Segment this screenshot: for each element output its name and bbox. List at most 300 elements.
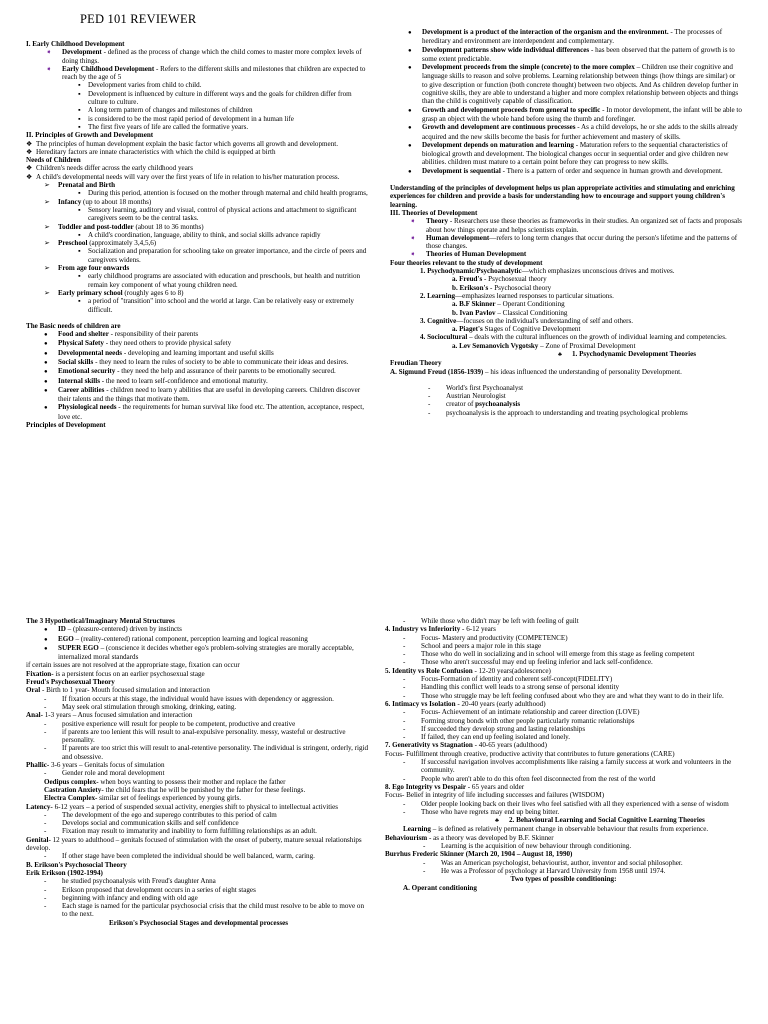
line-text: Development is sequential - There is a pattern of order and sequence in human growth and development.: [422, 166, 723, 175]
line-text: creator of psychoanalysis: [446, 400, 521, 409]
text-line: [26, 206, 371, 223]
dot-bullet-icon: ●: [44, 369, 48, 376]
chevron-bullet-icon: ➢: [44, 181, 50, 190]
square-bullet-icon: ▪: [78, 189, 81, 198]
line-text: Understanding of the principles of development helps us plan appropriate activities and stimulating and enriching experiences for children and provide a basis for understanding how to encourage and support young children's learning.: [390, 184, 735, 209]
text-line: [26, 164, 371, 172]
dot-bullet-icon: ●: [44, 387, 48, 394]
text-line: [26, 289, 371, 297]
text-line: [26, 819, 371, 827]
text-line: [385, 775, 742, 783]
line-text: 5. Identity vs Role Confusion - 12-20 years(adolescence): [385, 666, 551, 675]
text-line: [390, 325, 742, 333]
line-text: Physiological needs - the requirements for human survival like food etc. The attention, acceptance, respect, love etc.: [58, 403, 364, 421]
text-line: [385, 834, 742, 842]
dash-bullet-icon: -: [44, 902, 47, 911]
line-text: if certain issues are not resolved at the appropriate stage, fixation can occur: [26, 661, 240, 670]
text-line: [26, 703, 371, 711]
line-text: Career abilities - children need to learn y abilities that are useful in developing careers. Children discover their talents and the things that motivate them.: [58, 385, 361, 404]
diamond-bullet-icon: ❖: [26, 147, 33, 156]
square-bullet-icon: ▪: [78, 272, 81, 281]
text-line: [385, 625, 742, 633]
text-line: [390, 63, 742, 105]
line-text: b. Erikson's - Psychosocial theory: [452, 283, 552, 292]
dash-bullet-icon: -: [403, 733, 406, 742]
page1-left-column: [26, 40, 371, 429]
dash-bullet-icon: -: [423, 842, 426, 851]
line-text: If parents are too strict this will result to anal-retentive personality. The individual is stringent, orderly, rigid and obsessive.: [62, 744, 369, 761]
line-text: Theory - Researchers use these theories as frameworks in their studies. An organized set of facts and proposals about how things operate and helps scientists explain.: [426, 217, 742, 234]
line-text: Early primary school (roughly ages 6 to 8): [58, 288, 184, 297]
line-text: Infancy (up to about 18 months): [58, 197, 152, 206]
line-text: Handling this conflict well leads to a strong sense of personal identity: [421, 683, 619, 692]
page2-left-column: [26, 617, 371, 927]
line-text: he studied psychoanalysis with Freud's daughter Anna: [62, 877, 216, 886]
text-line: [390, 300, 742, 308]
text-line: [385, 867, 742, 875]
dash-bullet-icon: -: [44, 694, 47, 703]
line-text: Anal- 1-3 years – Anus focused simulation and interaction: [26, 711, 193, 720]
line-text: positive experience will result for people to be competent, productive and creative: [62, 719, 296, 728]
text-line: [385, 683, 742, 691]
text-line: [390, 275, 742, 283]
text-line: [26, 836, 371, 853]
dot-bullet-icon: ●: [408, 107, 412, 114]
line-text: Castration Anxiety- the child fears that he will be punished by the father for these feelings.: [44, 785, 306, 794]
arrow-bullet-icon: ➧: [410, 250, 416, 259]
text-line: [26, 189, 371, 197]
dot-bullet-icon: ●: [408, 30, 412, 36]
text-line: [26, 720, 371, 728]
text-line: [385, 658, 742, 666]
line-text: The development of the ego and superego contributes to this period of calm: [62, 810, 277, 819]
text-line: [26, 106, 371, 114]
dot-bullet-icon: ●: [44, 645, 48, 652]
line-text: beginning with infancy and ending with old age: [62, 893, 198, 902]
line-text: Phallic- 3-6 years – Genitals focus of simulation: [26, 761, 165, 770]
line-text: 7. Generativity vs Stagnation - 40-65 years (adulthood): [385, 741, 547, 750]
line-text: Focus- Mastery and productivity (COMPETENCE): [421, 633, 568, 642]
text-line: [390, 184, 742, 209]
line-text: Development varies from child to child.: [88, 81, 202, 90]
line-text: 2. Behavioural Learning and Social Cognitive Learning Theories: [509, 816, 705, 825]
line-text: 8. Ego Integrity vs Despair - 65 years and older: [385, 782, 525, 791]
line-text: Fixation may result to immaturity and inability to form fulfilling relationships as an adult.: [62, 827, 317, 836]
diamond-bullet-icon: ❖: [26, 164, 33, 173]
text-line: [26, 264, 371, 272]
text-line: [26, 769, 371, 777]
square-bullet-icon: ▪: [78, 205, 81, 214]
line-text: A child's developmental needs will vary over the first years of life in relation to his/her maturation process.: [36, 172, 340, 181]
text-line: [26, 181, 371, 189]
text-line: [26, 330, 371, 339]
line-text: Physical Safety - they need others to provide physical safety: [58, 339, 232, 348]
text-line: [390, 400, 742, 408]
dot-bullet-icon: ●: [44, 378, 48, 385]
text-line: [26, 635, 371, 644]
text-line: [385, 884, 742, 892]
page-separator: [0, 504, 768, 512]
text-line: [26, 377, 371, 386]
line-text: 1. Psychodynamic/Psychoanalytic—which emphasizes unconscious drives and motives.: [420, 267, 675, 276]
text-line: [26, 695, 371, 703]
line-text: Freud's Psychosexual Theory: [26, 678, 115, 687]
club-bullet-icon: ♣: [495, 818, 499, 825]
dash-bullet-icon: -: [403, 799, 406, 808]
text-line: [26, 786, 371, 794]
line-text: Those who have regrets may end up being bitter.: [421, 807, 560, 816]
text-line: [385, 717, 742, 725]
dash-bullet-icon: -: [423, 866, 426, 875]
section-heading: [26, 156, 371, 164]
dash-bullet-icon: -: [403, 675, 406, 684]
square-bullet-icon: ▪: [78, 230, 81, 239]
dash-bullet-icon: -: [403, 708, 406, 717]
section-heading: [26, 861, 371, 869]
text-line: [385, 642, 742, 650]
text-line: [390, 234, 742, 251]
line-text: Developmental needs - developing and learning important and useful skills: [58, 348, 274, 357]
text-line: [385, 875, 742, 883]
line-text: Sensory learning, auditory and visual, control of physical actions and attachment to significant caregivers seem to be the central tasks.: [88, 205, 357, 223]
text-line: [26, 827, 371, 835]
text-line: [26, 886, 371, 894]
text-line: [385, 692, 742, 700]
text-line: [26, 644, 371, 662]
text-line: [385, 725, 742, 733]
line-text: Focus-Formation of identity and coherent self-concept(FIDELITY): [421, 675, 613, 684]
dash-bullet-icon: -: [403, 650, 406, 659]
line-text: He was a Professor of psychology at Harvard University from 1958 until 1974.: [441, 866, 666, 875]
section-heading: [390, 259, 742, 267]
text-line: [385, 800, 742, 808]
section-heading: [26, 131, 371, 139]
chevron-bullet-icon: ➢: [44, 239, 50, 248]
spacer: [26, 314, 371, 322]
dot-bullet-icon: ●: [408, 142, 412, 149]
line-text: Two types of possible conditioning:: [510, 875, 617, 884]
line-text: Older people looking back on their lives who feel satisfied with all they experienced with a sense of wisdom: [421, 799, 729, 808]
spacer: [390, 176, 742, 184]
text-line: [390, 106, 742, 124]
dash-bullet-icon: -: [44, 719, 47, 728]
line-text: Food and shelter - responsibility of their parents: [58, 330, 199, 339]
line-text: If failed, they can end up feeling isolated and lonely.: [421, 733, 571, 742]
line-text: Erikson proposed that development occurs in a series of eight stages: [62, 885, 256, 894]
text-line: [26, 661, 371, 669]
section-heading: [26, 322, 371, 330]
text-line: [385, 675, 742, 683]
line-text: Theories of Human Development: [426, 250, 527, 259]
line-text: Learning is the acquisition of new behaviour through conditioning.: [441, 842, 632, 851]
line-text: EGO – (reality-centered) rational component, perception learning and logical reasoning: [58, 634, 308, 643]
line-text: Needs of Children: [26, 156, 81, 165]
text-line: [26, 386, 371, 404]
text-line: [26, 123, 371, 131]
dot-bullet-icon: ●: [408, 65, 412, 72]
line-text: 2. Learning—emphasizes learned responses to particular situations.: [420, 291, 614, 300]
arrow-bullet-icon: ➧: [410, 233, 416, 242]
text-line: [390, 250, 742, 258]
line-text: Forming strong bonds with other people particularly romantic relationships: [421, 716, 635, 725]
text-line: [390, 384, 742, 392]
section-heading: [390, 209, 742, 217]
arrow-bullet-icon: ➧: [410, 217, 416, 226]
line-text: SUPER EGO – (conscience it decides whether ego's problem-solving strategies are morally acceptable, internalized moral standards: [58, 643, 354, 662]
text-line: [26, 670, 371, 678]
line-text: a period of "transition" into school and the world at large. Can be relatively easy or extremely difficult.: [88, 297, 354, 314]
text-line: [26, 140, 371, 148]
text-line: [26, 231, 371, 239]
line-text: Preschool (approximately 3,4,5,6): [58, 239, 157, 248]
line-text: Erik Erikson (1902-1994): [26, 868, 103, 877]
dash-bullet-icon: -: [403, 807, 406, 816]
line-text: The Basic needs of children are: [26, 321, 121, 330]
line-text: Oral - Birth to 1 year- Mouth focused simulation and interaction: [26, 686, 210, 695]
line-text: Human development—refers to long term changes that occur during the person's lifetime and the patterns of those changes.: [426, 233, 738, 251]
text-line: [390, 217, 742, 234]
section-heading: [26, 421, 371, 429]
line-text: Development is influenced by culture in different ways and the goals for children differ from culture to culture.: [88, 89, 352, 107]
dot-bullet-icon: ●: [44, 405, 48, 412]
dash-bullet-icon: -: [44, 827, 47, 836]
text-line: [26, 803, 371, 811]
line-text: Development patterns show wide individual differences - has been observed that the pattern of growth is to some extent predictable.: [422, 45, 735, 63]
line-text: II. Principles of Growth and Development: [26, 131, 154, 140]
line-text: Erikson's Psychosocial Stages and developmental processes: [109, 918, 288, 927]
text-line: [26, 90, 371, 107]
line-text: psychoanalysis is the approach to understanding and treating psychological problems: [446, 408, 688, 417]
line-text: Develops social and communication skills and self confidence: [62, 819, 239, 828]
line-text: Early Childhood Development - Refers to the different skills and milestones that children are expected to reach by the age of 5: [62, 64, 366, 82]
line-text: Was an American psychologist, behaviourist, author, inventor and social philosopher.: [441, 858, 683, 867]
text-line: [390, 292, 742, 300]
dot-bullet-icon: ●: [44, 350, 48, 357]
dash-bullet-icon: -: [403, 716, 406, 725]
line-text: A long term pattern of changes and milestones of children: [88, 106, 253, 115]
dash-bullet-icon: -: [44, 727, 47, 736]
text-line: [26, 794, 371, 802]
line-text: Learning – is defined as relatively permanent change in observable behaviour that results from experience.: [403, 825, 709, 834]
text-line: [26, 247, 371, 264]
line-text: From age four onwards: [58, 264, 130, 273]
dot-bullet-icon: ●: [44, 341, 48, 348]
text-line: [26, 403, 371, 421]
diamond-bullet-icon: ❖: [26, 172, 33, 181]
line-text: Those who do well in socializing and in school will emerge from this stage as feeling competent: [421, 650, 695, 659]
line-text: A child's coordination, language, ability to think, and social skills advance rapidly: [88, 230, 321, 239]
dash-bullet-icon: -: [403, 691, 406, 700]
page-title: PED 101 REVIEWER: [80, 12, 197, 26]
text-line: [26, 48, 371, 65]
line-text: A. Operant conditioning: [403, 883, 477, 892]
line-text: I. Early Childhood Development: [26, 40, 125, 48]
text-line: [26, 297, 371, 314]
line-text: If fixation occurs at this stage, the individual would have issues with dependency or aggression.: [62, 694, 334, 703]
text-line: [26, 198, 371, 206]
text-line: [26, 339, 371, 348]
line-text: early childhood programs are associated with education and preschools, but health and nutrition remain key component of what young children need.: [88, 272, 361, 289]
text-line: [385, 825, 742, 833]
chevron-bullet-icon: ➢: [44, 288, 50, 297]
line-text: Development - defined as the process of change which the child comes to master more complex levels of doing things.: [62, 48, 362, 65]
text-line: [26, 811, 371, 819]
text-line: [390, 167, 742, 176]
text-line: [26, 919, 371, 927]
text-line: [26, 115, 371, 123]
line-text: Freudian Theory: [390, 359, 442, 368]
text-line: [26, 744, 371, 761]
text-line: [26, 778, 371, 786]
line-text: If successful navigation involves accomplishments like raising a family success at work and volunteers in the community.: [421, 758, 732, 775]
dot-bullet-icon: ●: [44, 359, 48, 366]
text-line: [390, 309, 742, 317]
text-line: [390, 333, 742, 341]
line-text: Four theories relevant to the study of development: [390, 258, 543, 267]
line-text: May seek oral stimulation through smoking, drinking, eating.: [62, 702, 237, 711]
dash-bullet-icon: -: [403, 641, 406, 650]
dash-bullet-icon: -: [403, 658, 406, 667]
dot-bullet-icon: ●: [44, 636, 48, 643]
text-line: [385, 808, 742, 816]
line-text: 1. Psychodynamic Development Theories: [572, 349, 697, 358]
line-text: The principles of human development explain the basic factor which governs all growth and development.: [36, 139, 338, 148]
line-text: World's first Psychoanalyst: [446, 383, 524, 392]
text-line: [385, 816, 742, 825]
dash-bullet-icon: -: [403, 683, 406, 692]
text-line: [26, 894, 371, 902]
line-text: 4. Sociocultural – deals with the cultural influences on the growth of individual learning and competencies.: [420, 333, 727, 342]
dash-bullet-icon: -: [423, 858, 426, 867]
dash-bullet-icon: -: [44, 819, 47, 828]
text-line: [390, 267, 742, 275]
text-line: [26, 272, 371, 289]
line-text: A. Sigmund Freud (1856-1939) – his ideas influenced the understanding of personality Development.: [390, 367, 682, 376]
line-text: 3. Cognitive—focuses on the individual's understanding of self and others.: [420, 316, 634, 325]
square-bullet-icon: ▪: [78, 247, 81, 256]
text-line: [26, 173, 371, 181]
line-text: If succeeded they develop strong and lasting relationships: [421, 724, 586, 733]
line-text: Social skills - they need to learn the rules of society to be able to communicate their ideas and desires.: [58, 357, 349, 366]
text-line: [390, 409, 742, 417]
line-text: Electra Complex- similar set of feelings experienced by young girls.: [44, 794, 242, 803]
section-heading: [26, 678, 371, 686]
text-line: [385, 733, 742, 741]
line-text: Focus- Fulfillment through creative, productive activity that contributes to future generations (CARE): [385, 749, 675, 758]
text-line: [26, 367, 371, 376]
line-text: People who aren't able to do this often feel disconnected from the rest of the world: [421, 774, 656, 783]
line-text: Children's needs differ across the early childhood years: [36, 164, 193, 173]
dash-bullet-icon: -: [428, 400, 431, 409]
dash-bullet-icon: -: [44, 810, 47, 819]
chevron-bullet-icon: ➢: [44, 222, 50, 231]
page1-right-column: [390, 28, 742, 417]
square-bullet-icon: ▪: [78, 89, 81, 98]
line-text: Development is a product of the interaction of the organism and the environment. - The processes of hereditary and environment are interdependent and complementary.: [422, 28, 723, 46]
section-heading: [390, 359, 742, 367]
dash-bullet-icon: -: [403, 633, 406, 642]
line-text: During this period, attention is focused on the mother through maternal and child health programs,: [88, 189, 368, 198]
line-text: Each stage is named for the particular psychosocial crisis that the child must resolve to be able to move on to the next.: [62, 902, 364, 919]
line-text: if parents are too lenient this will result to anal-expulsive personality. messy, wasteful or destructive personality.: [62, 727, 346, 745]
line-text: Growth and development are continuous processes - As a child develops, he or she adds to the skills already acquired and the new skills become the basis for further achievement and mastery of skills.: [422, 123, 738, 141]
line-text: Focus- Belief in integrity of life including successes and failures (WISDOM): [385, 791, 605, 800]
text-line: [385, 859, 742, 867]
text-line: [26, 852, 371, 860]
text-line: [390, 392, 742, 400]
text-line: [385, 650, 742, 658]
line-text: Hereditary factors are innate characteristics with which the child is equipped at birth: [36, 147, 276, 156]
line-text: Development depends on maturation and learning - Maturation refers to the sequential characteristics of biological growth and development. The biological changes occur in sequential order and give children new abilities. children must mature to a certain point before they can progress to new skills.: [422, 140, 729, 167]
spacer: [390, 376, 742, 384]
text-line: [385, 758, 742, 775]
text-line: [390, 317, 742, 325]
dot-bullet-icon: ●: [408, 168, 412, 175]
dash-bullet-icon: -: [428, 408, 431, 417]
section-heading: [26, 617, 371, 625]
arrow-bullet-icon: ➧: [46, 64, 52, 73]
chevron-bullet-icon: ➢: [44, 264, 50, 273]
line-text: Fixation- is a persistent focus on an earlier psychosexual stage: [26, 669, 205, 678]
line-text: a. B.F Skinner – Operant Conditioning: [452, 300, 565, 309]
line-text: Principles of Development: [26, 421, 106, 430]
dash-bullet-icon: -: [403, 774, 406, 783]
line-text: Austrian Neurologist: [446, 392, 506, 401]
text-line: [26, 239, 371, 247]
line-text: b. Ivan Pavlov – Classical Conditioning: [452, 308, 568, 317]
page2-right-column: [385, 617, 742, 892]
text-line: [385, 850, 742, 858]
line-text: 4. Industry vs Inferiority - 6-12 years: [385, 625, 496, 634]
dash-bullet-icon: -: [428, 383, 431, 392]
arrow-bullet-icon: ➧: [46, 48, 52, 57]
line-text: Emotional security - they need the help and assurance of their parents to be emotionally secured.: [58, 367, 336, 376]
dash-bullet-icon: -: [403, 724, 406, 733]
square-bullet-icon: ▪: [78, 122, 81, 131]
line-text: The first five years of life are called the formative years.: [88, 122, 249, 131]
text-line: [385, 708, 742, 716]
text-line: [390, 342, 742, 350]
text-line: [26, 148, 371, 156]
text-line: [26, 625, 371, 634]
chevron-bullet-icon: ➢: [44, 197, 50, 206]
line-text: Gender role and moral development: [62, 769, 165, 778]
square-bullet-icon: ▪: [78, 81, 81, 90]
text-line: [385, 783, 742, 791]
line-text: Prenatal and Birth: [58, 181, 116, 190]
text-line: [385, 750, 742, 758]
text-line: [26, 686, 371, 694]
line-text: Focus- Achievement of an intimate relationship and career direction (LOVE): [421, 708, 640, 717]
line-text: School and peers a major role in this stage: [421, 641, 542, 650]
line-text: Genital- 12 years to adulthood – genitals focused of stimulation with the onset of puberty, mature sexual relationships develop.: [26, 835, 362, 853]
dot-bullet-icon: ●: [44, 332, 48, 339]
line-text: Behaviourism - as a theory was developed by B.F. Skinner: [385, 833, 554, 842]
dash-bullet-icon: -: [403, 758, 406, 767]
line-text: Oedipus complex- when boys wanting to possess their mother and replace the father: [44, 777, 286, 786]
text-line: [390, 368, 742, 376]
square-bullet-icon: ▪: [78, 297, 81, 306]
dash-bullet-icon: -: [44, 702, 47, 711]
square-bullet-icon: ▪: [78, 114, 81, 123]
line-text: ID – (pleasure-centered) driven by instincts: [58, 625, 182, 634]
section-heading: [26, 40, 371, 48]
line-text: Latency- 6-12 years – a period of suspended sexual activity, energies shift to physical to intellectual activities: [26, 802, 339, 811]
line-text: Socialization and preparation for schooling take on greater importance, and the circle of peers and caregivers widens.: [88, 247, 367, 264]
dot-bullet-icon: ●: [408, 47, 412, 54]
dot-bullet-icon: ●: [408, 125, 412, 132]
line-text: Growth and development proceeds from general to specific - In motor development, the infant will be able to grasp an object with the whole hand before using the thumb and forefinger.: [422, 105, 742, 123]
